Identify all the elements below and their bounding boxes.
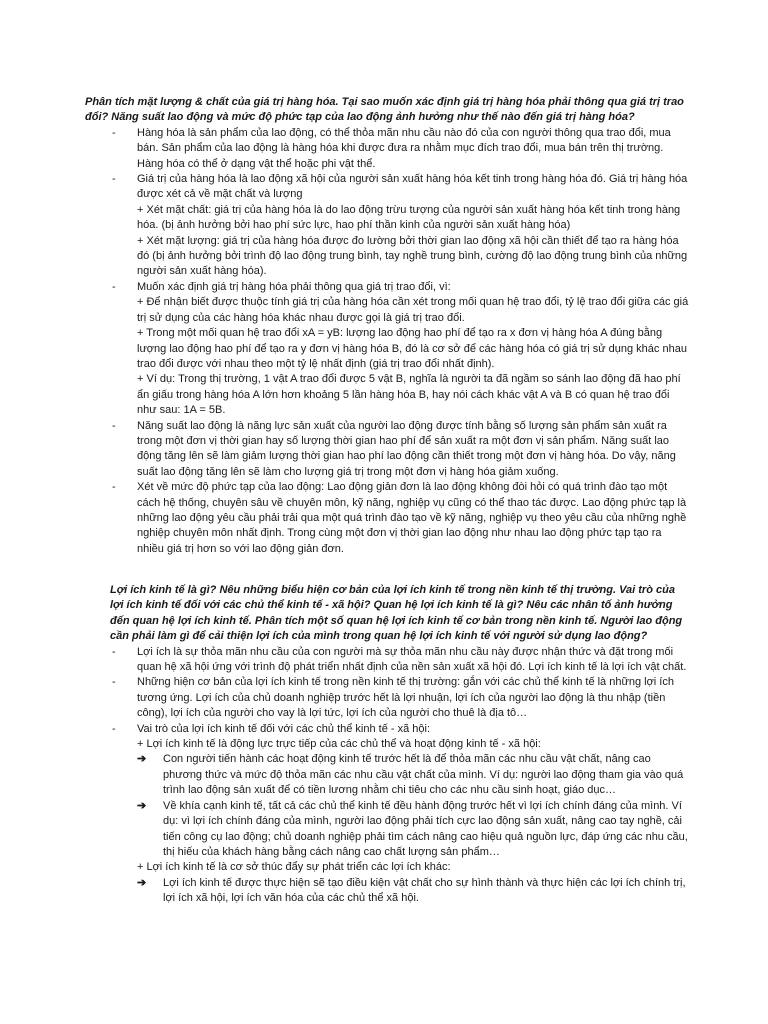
- sub-point: + Lợi ích kinh tế là cơ sở thúc đẩy sự phát triển các lợi ích khác:: [137, 861, 451, 874]
- question-heading: Phân tích mặt lượng & chất của giá trị hàng hóa. Tại sao muốn xác định giá trị hàng hóa phải thông qua giá trị trao đổi? Năng suất lao động và mức độ phức tạp của lao động ảnh hưởng như thế nào đến giá trị hàng hóa?: [85, 96, 684, 124]
- arrow-item-text: Con người tiến hành các hoạt động kinh tế trước hết là để thỏa mãn các nhu cầu vật chất, nâng cao phương thức và mức độ thỏa mãn các nhu cầu vật chất của mình. Ví dụ: người lao động tham gia vào quá trình lao động sản xuất để có tiền lương nhằm chi tiêu cho các nhu cầu sinh hoạt, giáo dục…: [163, 753, 684, 797]
- question-heading: Lợi ích kinh tế là gì? Nêu những biểu hiện cơ bản của lợi ích kinh tế trong nền kinh tế thị trường. Vai trò của lợi ích kinh tế đối với các chủ thể kinh tế - xã hội? Quan hệ lợi ích kinh tế là gì? Nêu các nhân tố ảnh hưởng đến quan hệ lợi ích kinh tế. Phân tích một số quan hệ lợi ích kinh tế cơ bản trong nền kinh tế. Người lao động cần phải làm gì để cải thiện lợi ích của mình trong quan hệ lợi ích kinh tế với người sử dụng lao động?: [110, 584, 683, 643]
- dash-bullet: -: [112, 645, 116, 658]
- dash-bullet: -: [112, 722, 116, 735]
- arrow-item: [137, 752, 690, 798]
- list-item-text: Muốn xác định giá trị hàng hóa phải thông qua giá trị trao đổi, vì:: [137, 280, 451, 293]
- arrow-list: [137, 752, 690, 860]
- list-item: [85, 480, 690, 557]
- arrow-right-icon: ➔: [137, 753, 147, 766]
- dash-bullet: -: [112, 481, 116, 494]
- list-item: [85, 722, 690, 907]
- arrow-right-icon: ➔: [137, 876, 147, 889]
- arrow-right-icon: ➔: [137, 799, 147, 812]
- dash-bullet: -: [112, 419, 116, 432]
- arrow-item: [137, 876, 690, 907]
- dash-bullet: -: [112, 280, 116, 293]
- arrow-list: [137, 876, 690, 907]
- list-item-text: Giá trị của hàng hóa là lao động xã hội của người sản xuất hàng hóa kết tinh trong hàng hóa đó. Giá trị hàng hóa được xét cả về mặt chất và lượng: [137, 173, 688, 201]
- list-item: [85, 675, 690, 721]
- list-item: [85, 645, 690, 676]
- arrow-item: [137, 799, 690, 861]
- bullet-list: [85, 645, 690, 907]
- list-item-text: Những hiện cơ bản của lợi ích kinh tế trong nền kinh tế thị trường: gắn với các chủ thể kinh tế là những lợi ích tương ứng. Lợi ích của chủ doanh nghiệp trước hết là lợi nhuận, lợi ích của người lao động là thu nhập (tiền công), lợi ích của người cho vay là lợi tức, lợi ích của người cho thuê là địa tô…: [137, 676, 674, 720]
- list-item-text: Xét về mức độ phức tạp của lao động: Lao động giản đơn là lao động không đòi hỏi có quá trình đào tạo một cách hệ thống, chuyên sâu về chuyên môn, kỹ năng, nghiệp vụ cũng có thể thao tác được. Lao động phức tạp là những lao động yêu cầu phải trải qua một quá trình đào tạo về kỹ năng, nghiệp vụ theo yêu cầu của những nghề nghiệp chuyên môn nhất định. Trong cùng một đơn vị thời gian lao động như nhau lao động phức tạp tạo ra nhiều giá trị hơn so với lao động giản đơn.: [137, 481, 687, 555]
- arrow-item-text: Lợi ích kinh tế được thực hiện sẽ tạo điều kiện vật chất cho sự hình thành và thực hiện các lợi ích chính trị, lợi ích xã hội, lợi ích văn hóa của các chủ thể xã hội.: [163, 876, 686, 905]
- dash-bullet: -: [112, 676, 116, 689]
- sub-point: + Trong một mối quan hệ trao đổi xA = yB: lượng lao động hao phí để tạo ra x đơn vị hàng hóa A đúng bằng lượng lao động hao phí để tạo ra y đơn vị hàng hóa B, đó là cơ sở để các hàng hóa có giá trị sử dụng khác nhau trao đổi được với nhau theo một tỷ lệ nhất định (giá trị trao đổi nhất định).: [137, 327, 687, 370]
- list-item-text: Lợi ích là sự thỏa mãn nhu cầu của con người mà sự thỏa mãn nhu cầu này được nhận thức và đặt trong mối quan hệ xã hội ứng với trình độ phát triển nhất định của nền sản xuất xã hội đó. Lợi ích kinh tế là lợi ích vật chất.: [137, 645, 687, 674]
- sub-point: + Để nhận biết được thuộc tính giá trị của hàng hóa cần xét trong mối quan hệ trao đổi, tỷ lệ trao đổi giữa các giá trị sử dụng của các hàng hóa khác nhau được gọi là giá trị trao đổi.: [137, 296, 689, 324]
- list-item-text: Hàng hóa là sản phẩm của lao động, có thể thỏa mãn nhu cầu nào đó của con người thông qua trao đổi, mua bán. Sản phẩm của lao động là hàng hóa khi được đưa ra nhằm mục đích trao đổi, mua bán trên thị trường. Hàng hóa có thể ở dạng vật thể hoặc phi vật thể.: [137, 126, 671, 170]
- dash-bullet: -: [112, 173, 116, 186]
- bullet-list: [85, 126, 690, 557]
- list-item: [85, 419, 690, 481]
- sub-point: + Xét mặt lượng: giá trị của hàng hóa được đo lường bởi thời gian lao động xã hội cần thiết để tạo ra hàng hóa đó (bị ảnh hưởng bởi trình độ lao động trung bình, tay nghề trung bình, cường độ lao động trung bình của những người sản xuất hàng hóa).: [137, 234, 688, 278]
- arrow-item-text: Về khía cạnh kinh tế, tất cả các chủ thể kinh tế đều hành động trước hết vì lợi ích chính đáng của mình. Ví dụ: vì lợi ích chính đáng của mình, người lao động phải tích cực lao động sản xuất, nâng cao tay nghề, cải tiến công cụ lao động; chủ doanh nghiệp phải tìm cách nâng cao hiệu quả nguồn lực, đáp ứng các nhu cầu, thị hiếu của khách hàng bằng cách nâng cao chất lượng sản phẩm…: [163, 799, 688, 858]
- section-economic-interest: [85, 583, 690, 907]
- section-commodity-value: [85, 95, 690, 557]
- list-item-text: Năng suất lao động là năng lực sản xuất của người lao động được tính bằng số lượng sản phẩm sản xuất ra trong một đơn vị thời gian hay số lượng thời gian hao phí để sản xuất ra một đơn vị sản phẩm. Năng suất lao động tăng lên sẽ làm giảm lượng thời gian hao phí lao động cần thiết trong một đơn vị hàng hóa. Do vậy, năng suất lao động tăng lên sẽ làm cho lượng giá trị trong một đơn vị hàng hóa giảm xuống.: [137, 419, 676, 478]
- sub-point: + Xét mặt chất: giá trị của hàng hóa là do lao động trừu tượng của người sản xuất hàng hóa kết tinh trong hàng hóa. (bị ảnh hưởng bởi hao phí sức lực, hao phí thần kinh của người sản xuất hàng hóa): [137, 203, 681, 232]
- dash-bullet: -: [112, 126, 116, 139]
- sub-point: + Ví dụ: Trong thị trường, 1 vật A trao đổi được 5 vật B, nghĩa là người ta đã ngầm so sánh lao động đã hao phí ẩn giấu trong hàng hóa A lớn hơn khoảng 5 lần hàng hóa B, hay nói cách khác vật A và B có quan hệ trao đổi như sau: 1A = 5B.: [137, 373, 681, 417]
- list-item: [85, 126, 690, 172]
- list-item: [85, 172, 690, 280]
- sub-point: + Lợi ích kinh tế là động lực trực tiếp của các chủ thể và hoạt động kinh tế - xã hội:: [137, 738, 541, 751]
- list-item-text: Vai trò của lợi ích kinh tế đối với các chủ thể kinh tế - xã hội:: [137, 722, 431, 735]
- list-item: [85, 280, 690, 419]
